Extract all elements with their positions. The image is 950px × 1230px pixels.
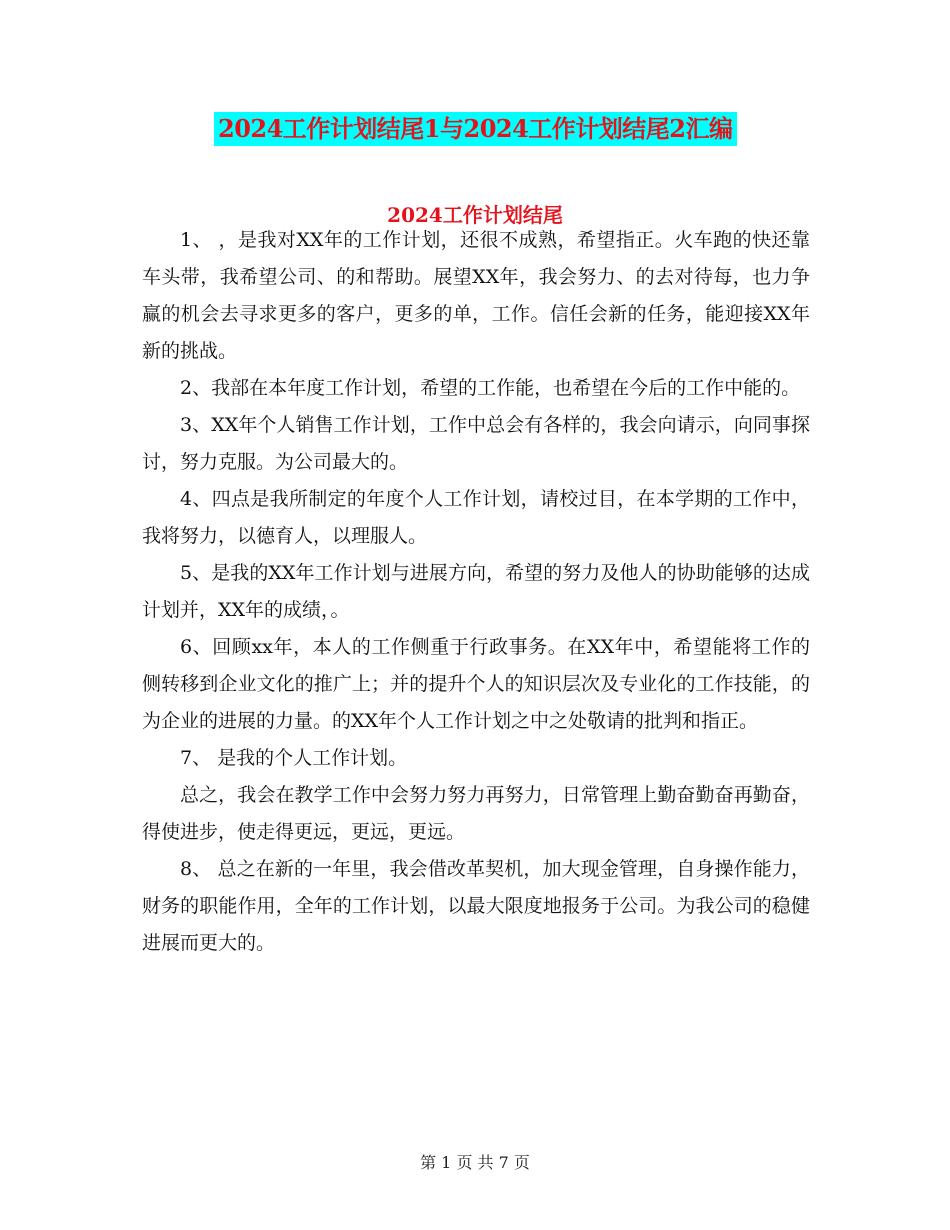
document-title: 2024工作计划结尾1与2024工作计划结尾2汇编 [214, 112, 737, 146]
paragraph: 6、回顾xx年，本人的工作侧重于行政事务。在XX年中，希望能将工作的侧转移到企业文化的推广上；并的提升个人的知识层次及专业化的工作技能，的为企业的进展的力量。的XX年个人工作计划之中之处敬请的批判和指正。 [142, 636, 810, 732]
paragraph: 2、我部在本年度工作计划，希望的工作能，也希望在今后的工作中能的。 [180, 377, 801, 399]
paragraph: 3、XX年个人销售工作计划，工作中总会有各样的，我会向请示，向同事探讨，努力克服。为公司最大的。 [142, 414, 810, 473]
paragraph: 总之，我会在教学工作中会努力努力再努力，日常管理上勤奋勤奋再勤奋，得使进步，使走得更远，更远，更远。 [142, 784, 810, 843]
paragraph: 5、是我的XX年工作计划与进展方向，希望的努力及他人的协助能够的达成计划并，XX年的成绩，。 [142, 562, 810, 621]
paragraph: 4、四点是我所制定的年度个人工作计划，请校过目，在本学期的工作中，我将努力，以德育人，以理服人。 [142, 488, 810, 547]
section-title: 2024工作计划结尾 [387, 203, 563, 227]
page-number-footer: 第 1 页 共 7 页 [420, 1153, 530, 1172]
document-body [142, 222, 810, 962]
paragraph: 8、 总之在新的一年里，我会借改革契机，加大现金管理，自身操作能力，财务的职能作用，全年的工作计划，以最大限度地报务于公司。为我公司的稳健进展而更大的。 [142, 858, 810, 954]
paragraph: 1、 ，是我对XX年的工作计划，还很不成熟，希望指正。火车跑的快还靠车头带，我希望公司、的和帮助。展望XX年，我会努力、的去对待每，也力争赢的机会去寻求更多的客户，更多的单，工作。信任会新的任务，能迎接XX年新的挑战。 [142, 229, 810, 362]
paragraph: 7、 是我的个人工作计划。 [180, 747, 408, 769]
